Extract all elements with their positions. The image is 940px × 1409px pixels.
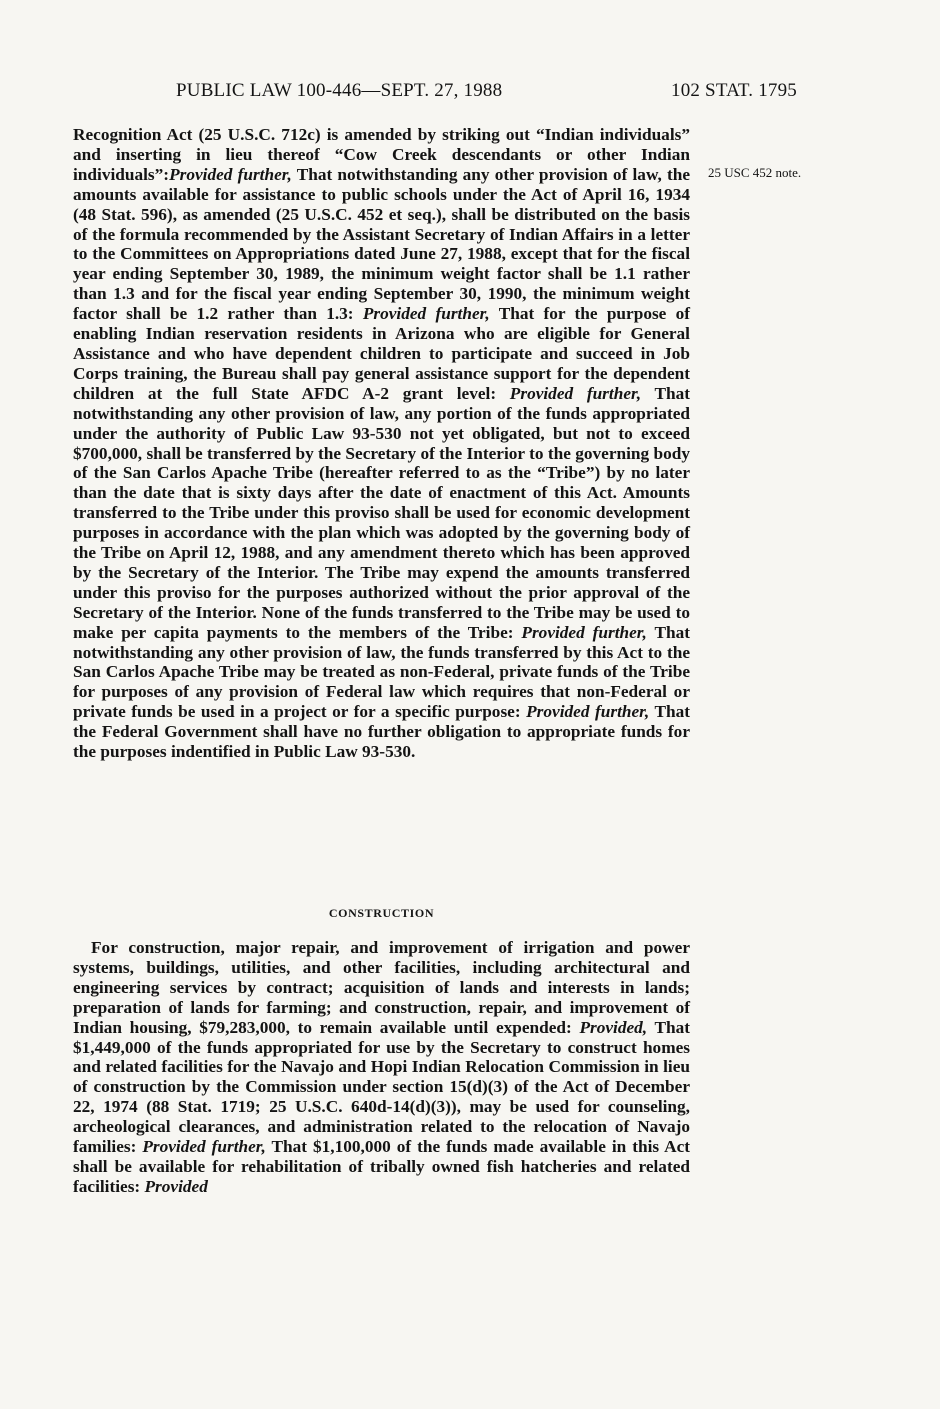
text-segment: For construction, major repair, and improvement of irrigation and power systems, buildings, utilities, and other facilities, including architectural and engineering services by contract; acquisition of lands and interests in lands; preparation of lands for farming; and construction, repair, and improvement of Indian housing, $79,283,000, to remain available until expended: — [73, 938, 690, 1037]
text-segment: Recognition Act (25 U.S.C. 712c) is amended by striking out “Indian individuals” and inserting in lieu thereof “Cow Creek descendants or other Indian individuals”: — [73, 125, 690, 184]
proviso-label: Provided, — [579, 1017, 648, 1037]
construction-paragraph — [73, 938, 690, 1197]
body-text-construction — [73, 938, 690, 1197]
margin-note: 25 USC 452 note. — [708, 165, 802, 180]
text-segment: That notwithstanding any other provision of law, any portion of the funds appropriated under the authority of Public Law 93-530 not yet obligated, but not to exceed $700,000, shall be transferred by the Secretary of the Interior to the governing body of the San Carlos Apache Tribe (hereafter referred to as the “Tribe”) by no later than the date that is sixty days after the date of enactment of this Act. Amounts transferred to the Tribe under this proviso shall be used for economic development purposes in accordance with the plan which was adopted by the governing body of the Tribe on April 12, 1988, and any amendment thereto which has been approved by the Secretary of the Interior. The Tribe may expend the amounts transferred under this proviso for the purposes authorized without the prior approval of the Secretary of the Interior. None of the funds transferred to the Tribe may be used to make per capita payments to the members of the Tribe: — [73, 383, 691, 642]
proviso-label: Provided — [144, 1176, 208, 1196]
text-segment: That the Federal Government shall have no further obligation to appropriate funds for the purposes indentified in Public Law 93-530. — [73, 702, 691, 762]
proviso-label: Provided further, — [509, 383, 642, 403]
stat-page-number: 102 STAT. 1795 — [671, 80, 798, 101]
proviso-label: Provided further, — [142, 1137, 266, 1157]
proviso-label: Provided further, — [526, 702, 650, 722]
text-segment: That $1,100,000 of the funds made available in this Act shall be available for rehabilitation of tribally owned fish hatcheries and related facilities: — [73, 1137, 690, 1196]
law-title: PUBLIC LAW 100-446—SEPT. 27, 1988 — [176, 80, 503, 101]
running-head — [0, 80, 940, 108]
text-segment: That notwithstanding any other provision of law, the funds transferred by this Act to the San Carlos Apache Tribe may be treated as non-Federal, private funds of the Tribe for purposes of any provision of Federal law which requires that non-Federal or private funds be used in a project or for a specific purpose: — [73, 622, 690, 722]
section-heading: CONSTRUCTION — [328, 906, 435, 920]
proviso-label: Provided further, — [521, 622, 647, 642]
text-segment: That notwithstanding any other provision of law, the amounts available for assistance to public schools under the Act of April 16, 1934 (48 Stat. 596), as amended (25 U.S.C. 452 et seq.), shall be distributed on the basis of the formula recommended by the Assistant Secretary of Indian Affairs in a letter to the Committees on Appropriations dated June 27, 1988, except that for the fiscal year ending September 30, 1989, the minimum weight factor shall be 1.1 rather than 1.3 and for the fiscal year ending September 30, 1990, the minimum weight factor shall be 1.2 rather than 1.3: — [73, 164, 691, 324]
body-text-continued — [73, 125, 690, 762]
proviso-label: Provided further, — [169, 164, 292, 184]
text-segment: That $1,449,000 of the funds appropriated for use by the Secretary to construct homes and related facilities for the Navajo and Hopi Indian Relocation Commission in lieu of construction by the Commission under section 15(d)(3) of the Act of December 22, 1974 (88 Stat. 1719; 25 U.S.C. 640d-14(d)(3)), may be used for counseling, archeological clearances, and administration related to the relocation of Navajo families: — [73, 1017, 690, 1157]
paragraph-continued — [73, 125, 690, 762]
proviso-label: Provided further, — [362, 304, 490, 324]
text-segment: That for the purpose of enabling Indian reservation residents in Arizona who are eligible for General Assistance and who have dependent children to participate and succeed in Job Corps training, the Bureau shall pay general assistance support for the dependent children at the full State AFDC A-2 grant level: — [73, 304, 691, 403]
